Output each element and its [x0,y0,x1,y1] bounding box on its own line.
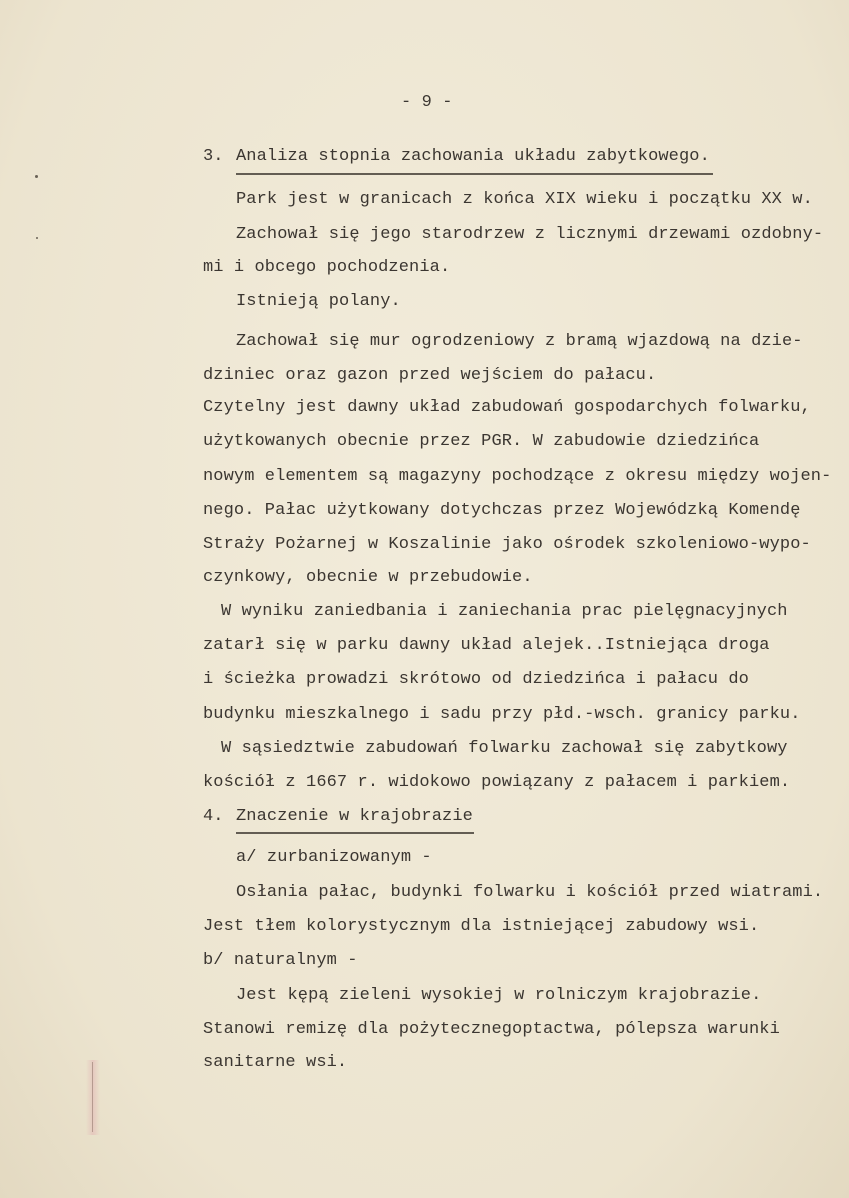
section-3-heading: Analiza stopnia zachowania układu zabytkowego. [236,147,710,166]
paragraph-line: W wyniku zaniedbania i zaniechania prac pielęgnacyjnych [221,602,788,621]
paragraph-line: Park jest w granicach z końca XIX wieku i początku XX w. [236,190,813,209]
subsection-label: a/ zurbanizowanym - [236,848,432,867]
margin-mark [36,237,38,239]
paragraph-line: zatarł się w parku dawny układ alejek..Istniejąca droga [203,636,770,655]
section-3-number: 3. [203,147,224,166]
paragraph-line: czynkowy, obecnie w przebudowie. [203,568,533,587]
subsection-label: b/ naturalnym - [203,951,358,970]
page-number: - 9 - [401,93,453,112]
paper-crease [92,1062,93,1132]
paragraph-line: kościół z 1667 r. widokowo powiązany z pałacem i parkiem. [203,773,791,792]
paragraph-line: Zachował się mur ogrodzeniowy z bramą wjazdową na dzie- [236,332,803,351]
paragraph-line: Istnieją polany. [236,292,401,311]
paragraph-line: Czytelny jest dawny układ zabudowań gospodarchych folwarku, [203,398,811,417]
paragraph-line: mi i obcego pochodzenia. [203,258,451,277]
paragraph-line: Straży Pożarnej w Koszalinie jako ośrodek szkoleniowo-wypo- [203,535,811,554]
paper-stain [86,1060,100,1135]
paragraph-line: sanitarne wsi. [203,1053,348,1072]
paragraph-line: W sąsiedztwie zabudowań folwarku zachował się zabytkowy [221,739,788,758]
heading-underline [236,832,474,834]
paragraph-line: dziniec oraz gazon przed wejściem do pałacu. [203,366,657,385]
section-4-number: 4. [203,807,224,826]
heading-underline [236,173,713,175]
paragraph-line: Osłania pałac, budynki folwarku i kościół przed wiatrami. [236,883,824,902]
paragraph-line: użytkowanych obecnie przez PGR. W zabudowie dziedzińca [203,432,760,451]
paragraph-line: i ścieżka prowadzi skrótowo od dziedzińca i pałacu do [203,670,749,689]
section-4-heading: Znaczenie w krajobrazie [236,807,473,826]
margin-mark [35,175,38,178]
paragraph-line: budynku mieszkalnego i sadu przy płd.-wsch. granicy parku. [203,705,801,724]
paragraph-line: nowym elementem są magazyny pochodzące z okresu między wojen- [203,467,832,486]
paragraph-line: Zachował się jego starodrzew z licznymi drzewami ozdobny- [236,225,824,244]
paragraph-line: nego. Pałac użytkowany dotychczas przez Wojewódzką Komendę [203,501,801,520]
paragraph-line: Jest tłem kolorystycznym dla istniejącej zabudowy wsi. [203,917,760,936]
paragraph-line: Stanowi remizę dla pożytecznegoptactwa, pólepsza warunki [203,1020,780,1039]
paragraph-line: Jest kępą zieleni wysokiej w rolniczym krajobrazie. [236,986,762,1005]
